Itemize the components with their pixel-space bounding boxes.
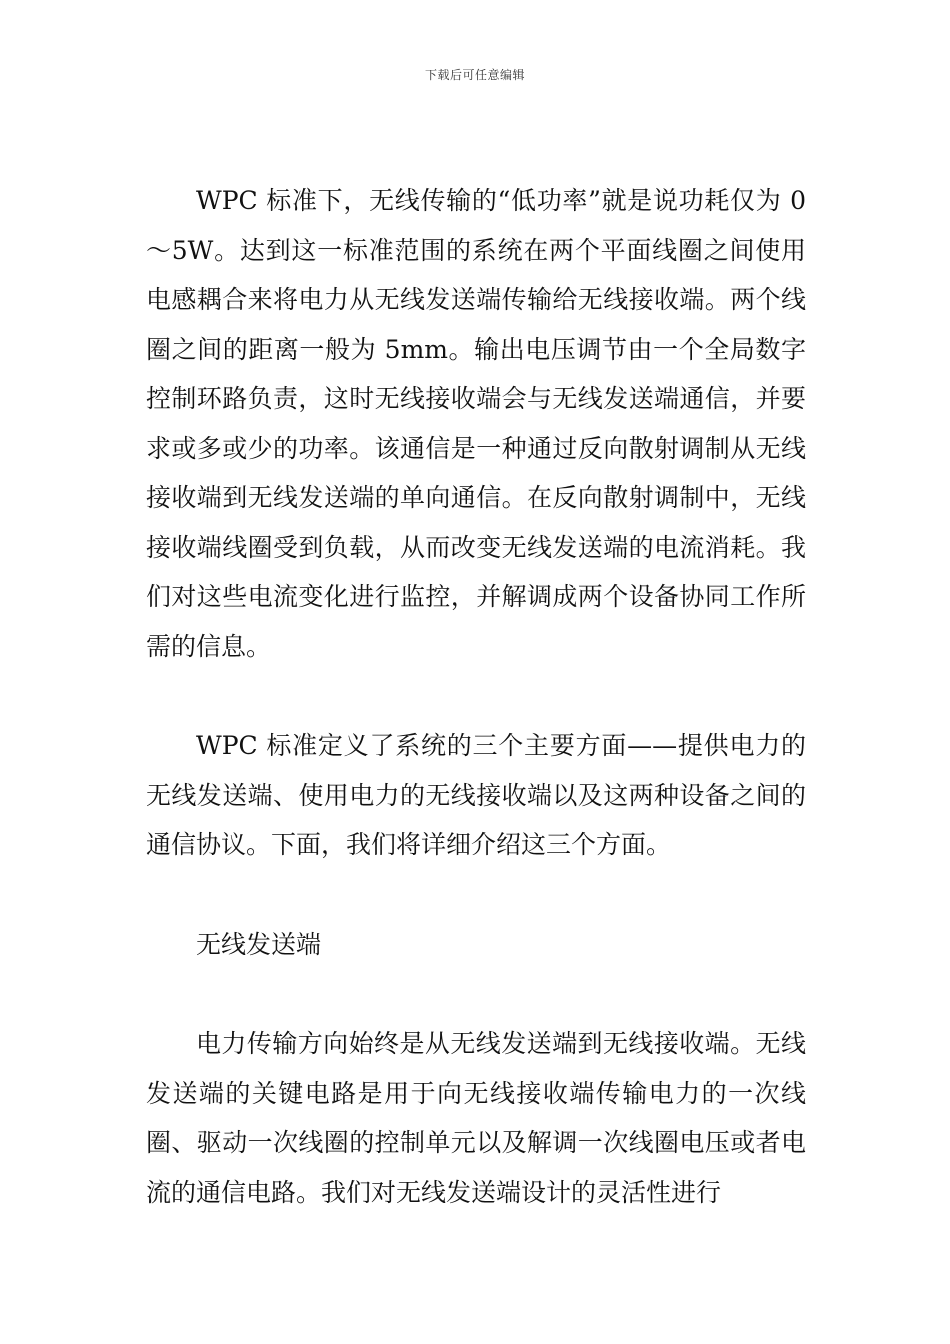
header-note: 下载后可任意编辑 [424, 68, 525, 82]
paragraph-gap [146, 870, 806, 920]
document-body [146, 176, 806, 1217]
paragraph-wpc-low-power: WPC 标准下，无线传输的“低功率”就是说功耗仅为 0～5W。达到这一标准范围的系统在两个平面线圈之间使用电感耦合来将电力从无线发送端传输给无线接收端。两个线圈之间的距离一般为 5mm。输出电压调节由一个全局数字控制环路负责，这时无线接收端会与无线发送端通信，并要求或多或少的功率。该通信是一种通过反向散射调制从无线接收端到无线发送端的单向通信。在反向散射调制中，无线接收端线圈受到负载，从而改变无线发送端的电流消耗。我们对这些电流变化进行监控，并解调成两个设备协同工作所需的信息。 [146, 186, 806, 661]
section-heading-transmitter: 无线发送端 [196, 929, 322, 959]
paragraph-wpc-three-aspects: WPC 标准定义了系统的三个主要方面——提供电力的无线发送端、使用电力的无线接收端以及这两种设备之间的通信协议。下面，我们将详细介绍这三个方面。 [146, 731, 806, 859]
paragraph-gap [146, 969, 806, 1019]
paragraph-transmitter-description: 电力传输方向始终是从无线发送端到无线接收端。无线发送端的关键电路是用于向无线接收端传输电力的一次线圈、驱动一次线圈的控制单元以及解调一次线圈电压或者电流的通信电路。我们对无线发送端设计的灵活性进行 [146, 1029, 806, 1207]
paragraph-gap [146, 671, 806, 721]
